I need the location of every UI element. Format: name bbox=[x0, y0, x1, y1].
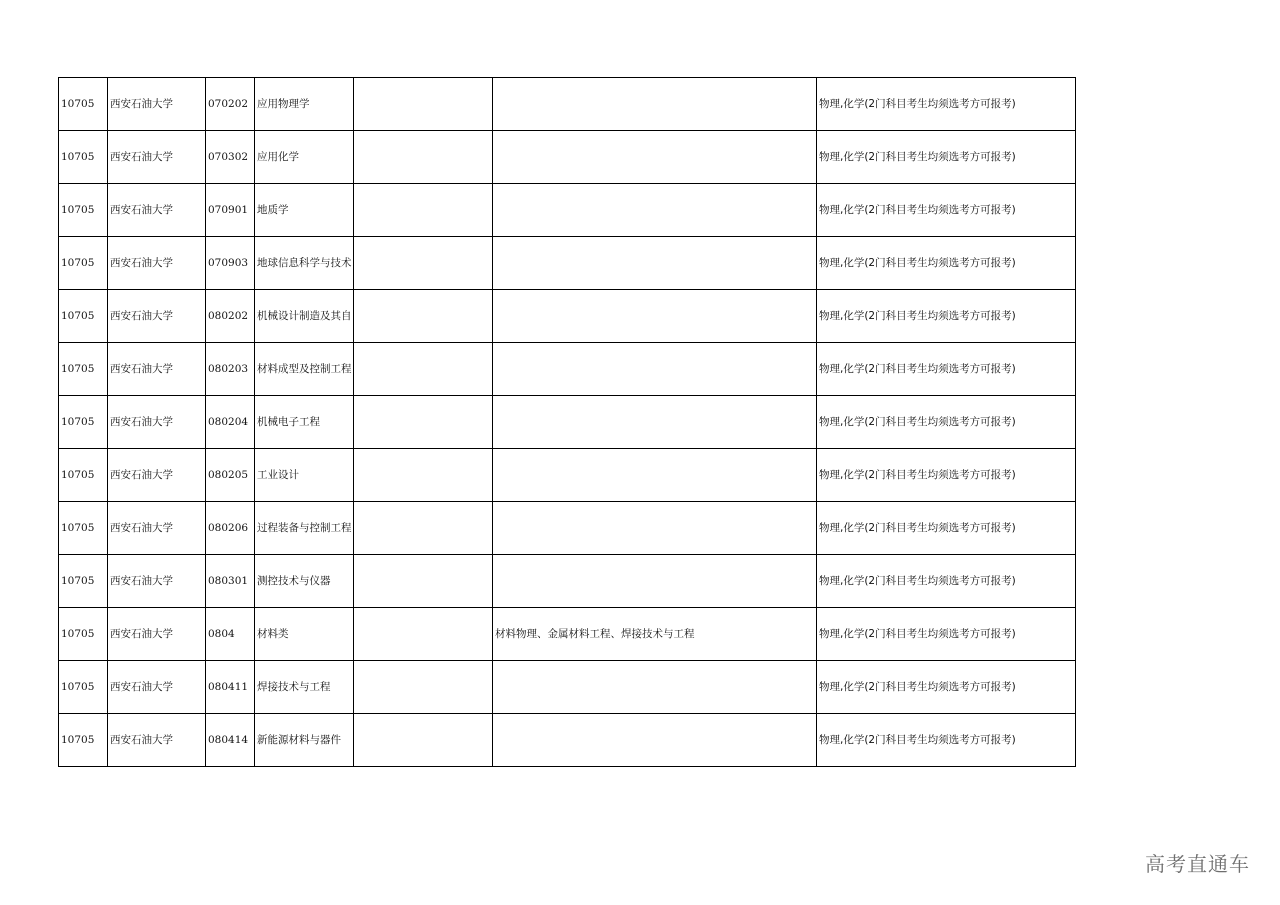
major-name-cell: 焊接技术与工程 bbox=[255, 661, 354, 714]
major-code-cell: 080414 bbox=[206, 714, 255, 767]
major-name-cell: 应用物理学 bbox=[255, 78, 354, 131]
school-code-cell: 10705 bbox=[59, 131, 108, 184]
school-name-cell: 西安石油大学 bbox=[108, 184, 206, 237]
subject-requirement-cell: 物理,化学(2门科目考生均须选考方可报考) bbox=[817, 184, 1076, 237]
major-code-cell: 0804 bbox=[206, 608, 255, 661]
school-code-cell: 10705 bbox=[59, 343, 108, 396]
school-name-cell: 西安石油大学 bbox=[108, 290, 206, 343]
school-name-cell: 西安石油大学 bbox=[108, 449, 206, 502]
subject-requirement-cell: 物理,化学(2门科目考生均须选考方可报考) bbox=[817, 131, 1076, 184]
blank-cell bbox=[354, 343, 493, 396]
included-majors-cell bbox=[493, 78, 817, 131]
blank-cell bbox=[354, 449, 493, 502]
watermark: 高考直通车 bbox=[1145, 852, 1250, 876]
table-row bbox=[59, 714, 1076, 767]
school-code-cell: 10705 bbox=[59, 184, 108, 237]
school-code-cell: 10705 bbox=[59, 661, 108, 714]
major-code-cell: 080205 bbox=[206, 449, 255, 502]
admission-requirements-table bbox=[58, 77, 1076, 767]
school-code-cell: 10705 bbox=[59, 608, 108, 661]
school-name-cell: 西安石油大学 bbox=[108, 502, 206, 555]
school-name-cell: 西安石油大学 bbox=[108, 343, 206, 396]
major-name-cell: 应用化学 bbox=[255, 131, 354, 184]
included-majors-cell bbox=[493, 661, 817, 714]
blank-cell bbox=[354, 396, 493, 449]
table-row bbox=[59, 661, 1076, 714]
included-majors-cell bbox=[493, 237, 817, 290]
table-row bbox=[59, 237, 1076, 290]
subject-requirement-cell: 物理,化学(2门科目考生均须选考方可报考) bbox=[817, 290, 1076, 343]
subject-requirement-cell: 物理,化学(2门科目考生均须选考方可报考) bbox=[817, 237, 1076, 290]
subject-requirement-cell: 物理,化学(2门科目考生均须选考方可报考) bbox=[817, 396, 1076, 449]
major-name-cell: 机械电子工程 bbox=[255, 396, 354, 449]
table-row bbox=[59, 184, 1076, 237]
school-name-cell: 西安石油大学 bbox=[108, 131, 206, 184]
major-name-cell: 机械设计制造及其自 bbox=[255, 290, 354, 343]
blank-cell bbox=[354, 290, 493, 343]
blank-cell bbox=[354, 608, 493, 661]
major-name-cell: 测控技术与仪器 bbox=[255, 555, 354, 608]
major-name-cell: 地球信息科学与技术 bbox=[255, 237, 354, 290]
major-name-cell: 材料成型及控制工程 bbox=[255, 343, 354, 396]
included-majors-cell bbox=[493, 396, 817, 449]
table-body bbox=[59, 78, 1076, 767]
school-code-cell: 10705 bbox=[59, 396, 108, 449]
major-code-cell: 080203 bbox=[206, 343, 255, 396]
table-row bbox=[59, 78, 1076, 131]
school-name-cell: 西安石油大学 bbox=[108, 78, 206, 131]
school-code-cell: 10705 bbox=[59, 237, 108, 290]
included-majors-cell bbox=[493, 343, 817, 396]
blank-cell bbox=[354, 184, 493, 237]
blank-cell bbox=[354, 555, 493, 608]
blank-cell bbox=[354, 78, 493, 131]
included-majors-cell bbox=[493, 131, 817, 184]
major-code-cell: 080206 bbox=[206, 502, 255, 555]
table-row bbox=[59, 449, 1076, 502]
table-row bbox=[59, 343, 1076, 396]
included-majors-cell bbox=[493, 555, 817, 608]
school-name-cell: 西安石油大学 bbox=[108, 396, 206, 449]
school-code-cell: 10705 bbox=[59, 290, 108, 343]
included-majors-cell bbox=[493, 502, 817, 555]
subject-requirement-cell: 物理,化学(2门科目考生均须选考方可报考) bbox=[817, 661, 1076, 714]
blank-cell bbox=[354, 237, 493, 290]
major-name-cell: 工业设计 bbox=[255, 449, 354, 502]
table-row bbox=[59, 396, 1076, 449]
major-name-cell: 过程装备与控制工程 bbox=[255, 502, 354, 555]
table-row bbox=[59, 131, 1076, 184]
school-name-cell: 西安石油大学 bbox=[108, 608, 206, 661]
subject-requirement-cell: 物理,化学(2门科目考生均须选考方可报考) bbox=[817, 78, 1076, 131]
major-code-cell: 080202 bbox=[206, 290, 255, 343]
major-code-cell: 070903 bbox=[206, 237, 255, 290]
subject-requirement-cell: 物理,化学(2门科目考生均须选考方可报考) bbox=[817, 714, 1076, 767]
school-code-cell: 10705 bbox=[59, 714, 108, 767]
school-name-cell: 西安石油大学 bbox=[108, 714, 206, 767]
included-majors-cell bbox=[493, 449, 817, 502]
table-row bbox=[59, 555, 1076, 608]
major-name-cell: 材料类 bbox=[255, 608, 354, 661]
included-majors-cell bbox=[493, 184, 817, 237]
school-code-cell: 10705 bbox=[59, 449, 108, 502]
blank-cell bbox=[354, 131, 493, 184]
major-name-cell: 地质学 bbox=[255, 184, 354, 237]
table-row bbox=[59, 290, 1076, 343]
included-majors-cell: 材料物理、金属材料工程、焊接技术与工程 bbox=[493, 608, 817, 661]
school-code-cell: 10705 bbox=[59, 78, 108, 131]
school-name-cell: 西安石油大学 bbox=[108, 555, 206, 608]
table-row bbox=[59, 502, 1076, 555]
major-code-cell: 070202 bbox=[206, 78, 255, 131]
school-name-cell: 西安石油大学 bbox=[108, 661, 206, 714]
major-name-cell: 新能源材料与器件 bbox=[255, 714, 354, 767]
major-code-cell: 070901 bbox=[206, 184, 255, 237]
table-row bbox=[59, 608, 1076, 661]
school-code-cell: 10705 bbox=[59, 502, 108, 555]
subject-requirement-cell: 物理,化学(2门科目考生均须选考方可报考) bbox=[817, 502, 1076, 555]
major-code-cell: 080301 bbox=[206, 555, 255, 608]
subject-requirement-cell: 物理,化学(2门科目考生均须选考方可报考) bbox=[817, 555, 1076, 608]
school-name-cell: 西安石油大学 bbox=[108, 237, 206, 290]
subject-requirement-cell: 物理,化学(2门科目考生均须选考方可报考) bbox=[817, 449, 1076, 502]
school-code-cell: 10705 bbox=[59, 555, 108, 608]
included-majors-cell bbox=[493, 714, 817, 767]
subject-requirement-cell: 物理,化学(2门科目考生均须选考方可报考) bbox=[817, 608, 1076, 661]
subject-requirement-cell: 物理,化学(2门科目考生均须选考方可报考) bbox=[817, 343, 1076, 396]
major-code-cell: 070302 bbox=[206, 131, 255, 184]
blank-cell bbox=[354, 714, 493, 767]
major-code-cell: 080411 bbox=[206, 661, 255, 714]
major-code-cell: 080204 bbox=[206, 396, 255, 449]
blank-cell bbox=[354, 661, 493, 714]
blank-cell bbox=[354, 502, 493, 555]
included-majors-cell bbox=[493, 290, 817, 343]
